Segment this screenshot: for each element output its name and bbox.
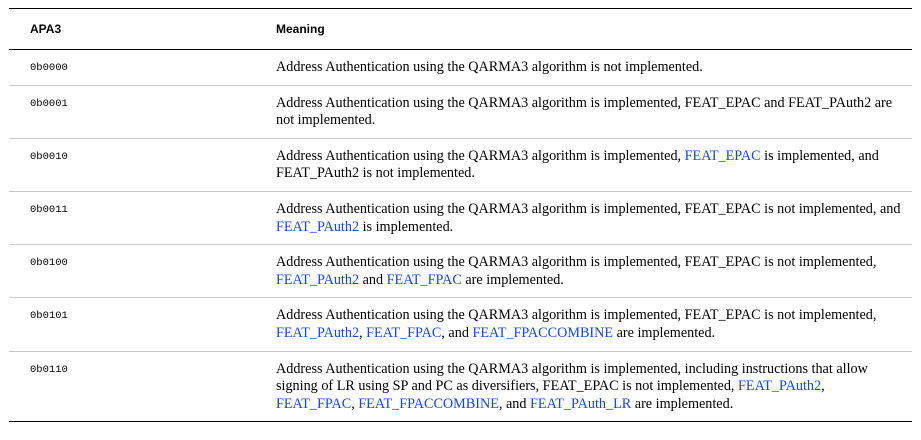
feat-pauth2-link[interactable]: FEAT_PAuth2 — [276, 324, 360, 341]
table-row — [9, 139, 912, 192]
feat-fpac-link[interactable]: FEAT_FPAC — [386, 271, 462, 288]
meaning-text: is implemented, and FEAT_PAuth2 is not implemented. — [276, 147, 879, 182]
apa3-value: 0b0101 — [30, 310, 68, 323]
feat-fpaccombine-link[interactable]: FEAT_FPACCOMBINE — [472, 324, 614, 341]
meaning-text: Address Authentication using the QARMA3 algorithm is implemented, FEAT_EPAC is not implemented, — [276, 307, 877, 324]
meaning-cell — [276, 192, 904, 244]
meaning-text: Address Authentication using the QARMA3 algorithm is implemented, FEAT_EPAC is not implemented, and — [276, 200, 901, 217]
table-row — [9, 352, 912, 423]
apa3-value: 0b0110 — [30, 363, 68, 376]
meaning-text: , and — [498, 395, 531, 412]
meaning-text: , — [359, 324, 367, 341]
table-header — [9, 8, 912, 50]
meaning-text: is implemented. — [359, 218, 454, 235]
meaning-text: are implemented. — [631, 395, 734, 412]
header-meaning: Meaning — [276, 22, 325, 36]
table-row — [9, 50, 912, 86]
meaning-cell — [276, 50, 904, 85]
apa3-value: 0b0011 — [30, 203, 68, 216]
table-row — [9, 245, 912, 298]
meaning-text: are implemented. — [613, 324, 716, 341]
meaning-text: are implemented. — [461, 271, 564, 288]
feat-pauth2-link[interactable]: FEAT_PAuth2 — [738, 378, 822, 395]
meaning-text: Address Authentication using the QARMA3 algorithm is implemented, — [276, 147, 685, 164]
feat-fpaccombine-link[interactable]: FEAT_FPACCOMBINE — [358, 395, 499, 412]
meaning-cell — [276, 139, 904, 191]
meaning-text: and — [359, 271, 387, 288]
meaning-text: Address Authentication using the QARMA3 algorithm is not implemented. — [276, 59, 703, 75]
feat-epac-link[interactable]: FEAT_EPAC — [684, 147, 761, 164]
meaning-cell — [276, 86, 904, 138]
meaning-text: Address Authentication using the QARMA3 algorithm is implemented, FEAT_EPAC is not implemented, — [276, 254, 877, 271]
apa3-value: 0b0001 — [30, 97, 68, 110]
table-row — [9, 192, 912, 245]
feat-pauth2-link[interactable]: FEAT_PAuth2 — [276, 271, 360, 288]
apa3-table — [9, 8, 912, 422]
apa3-value: 0b0100 — [30, 257, 68, 270]
meaning-text: Address Authentication using the QARMA3 algorithm is implemented, including instructions that allow signing of LR using SP and PC as diversifiers, FEAT_EPAC is not implemented, — [276, 360, 868, 395]
apa3-value: 0b0000 — [30, 62, 68, 74]
meaning-cell — [276, 245, 904, 297]
meaning-cell — [276, 298, 904, 350]
meaning-text: , and — [441, 324, 473, 341]
meaning-text: , — [821, 378, 825, 395]
header-apa3: APA3 — [30, 22, 62, 36]
apa3-value: 0b0010 — [30, 150, 68, 163]
feat-fpac-link[interactable]: FEAT_FPAC — [276, 395, 352, 412]
table-row — [9, 86, 912, 139]
meaning-cell — [276, 352, 904, 422]
meaning-text: Address Authentication using the QARMA3 algorithm is implemented, FEAT_EPAC and FEAT_PAuth2 are not implemented. — [276, 94, 893, 129]
feat-fpac-link[interactable]: FEAT_FPAC — [366, 324, 442, 341]
table-row — [9, 298, 912, 351]
feat-pauth-lr-link[interactable]: FEAT_PAuth_LR — [530, 395, 632, 412]
meaning-text: , — [351, 395, 359, 412]
feat-pauth2-link[interactable]: FEAT_PAuth2 — [276, 218, 360, 235]
